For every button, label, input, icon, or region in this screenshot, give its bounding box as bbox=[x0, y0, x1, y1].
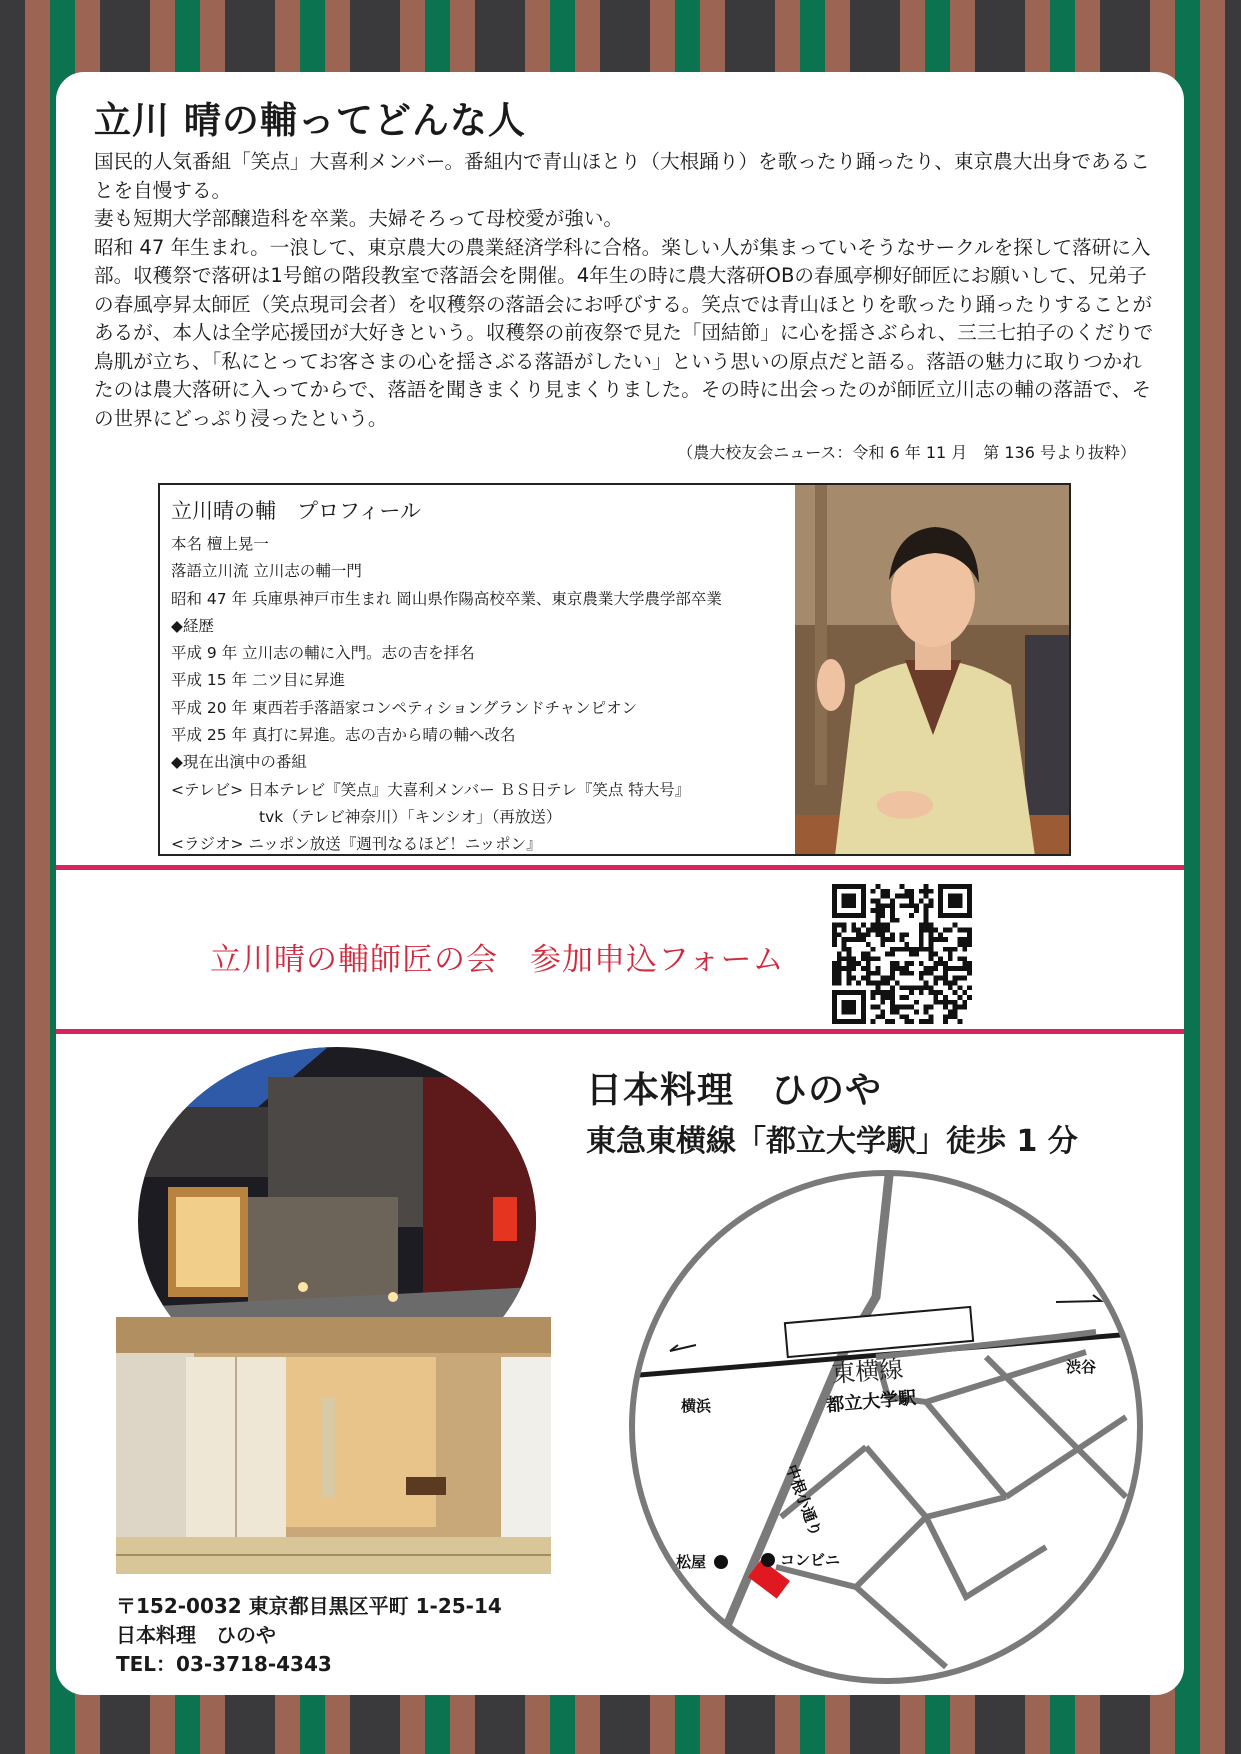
profile-title: 立川晴の輔 プロフィール bbox=[171, 499, 421, 523]
map-landmark-right: コンビニ bbox=[780, 1552, 841, 1569]
phone-number[interactable]: TEL：03-3718-4343 bbox=[116, 1652, 332, 1676]
map-street-label: 中根小通り bbox=[782, 1462, 824, 1539]
address-block bbox=[116, 1592, 502, 1679]
address-line: 〒152-0032 東京都目黒区平町 1-25-14 bbox=[116, 1594, 502, 1618]
profile-line: 昭和 47 年 兵庫県神戸市生まれ 岡山県作陽高校卒業、東京農業大学農学部卒業 bbox=[171, 589, 722, 608]
qr-code-icon[interactable] bbox=[832, 884, 972, 1024]
source-citation: （農大校友会ニュース：令和 6 年 11 月 第 136 号より抜粋） bbox=[677, 443, 1136, 462]
map-west-label: 横浜 bbox=[681, 1398, 712, 1415]
profile-line: 平成 25 年 真打に昇進。志の吉から晴の輔へ改名 bbox=[171, 726, 516, 745]
profile-line: 平成 20 年 東西若手落語家コンペティショングランドチャンピオン bbox=[171, 698, 638, 717]
venue-access: 東急東横線「都立大学駅」徒歩 1 分 bbox=[586, 1124, 1078, 1159]
map-line-label: 東横線 bbox=[830, 1356, 905, 1389]
intro-paragraph: 妻も短期大学部醸造科を卒業。夫婦そろって母校愛が強い。 bbox=[94, 207, 624, 230]
profile-line: tvk（テレビ神奈川）「キンシオ」（再放送） bbox=[259, 807, 562, 826]
profile-line: 平成 9 年 立川志の輔に入門。志の吉を拝名 bbox=[171, 644, 475, 663]
map-landmark-left: 松屋 bbox=[676, 1554, 707, 1571]
map-station-label: 都立大学駅 bbox=[825, 1387, 917, 1416]
profile-line: 落語立川流 立川志の輔一門 bbox=[171, 562, 362, 581]
intro-paragraph: 昭和 47 年生まれ。一浪して、東京農大の農業経済学科に合格。楽しい人が集まっていそうなサークルを探して落研に入部。収穫祭で落研は1号館の階段教室で落語会を開催。4年生の時に農大落研OBの春風亭柳好師匠にお願いして、兄弟子の春風亭昇太師匠（笑点現司会者）を収穫祭の落語会にお呼びする。笑点では青山ほとりを歌ったり踊ったりすることがあるが、本人は全学応援団が大好きという。収穫祭の前夜祭で見た「団結節」に心を揺さぶられ、三三七拍子のくだりで鳥肌が立ち、「私にとってお客さまの心を揺さぶる落語がしたい」という思いの原点だと語る。落語の魅力に取りつかれたのは農大落研に入ってからで、落語を聞きまくり見まくりました。その時に出会ったのが師匠立川志の輔の落語で、その世界にどっぷり浸ったという。 bbox=[94, 235, 1154, 430]
flyer-sheet bbox=[56, 72, 1184, 1695]
divider-top bbox=[56, 865, 1184, 870]
map-east-label: 渋谷 bbox=[1066, 1359, 1097, 1376]
profile-line: 平成 15 年 二ツ目に昇進 bbox=[171, 671, 346, 690]
profile-line: <テレビ> 日本テレビ『笑点』大喜利メンバー ＢＳ日テレ『笑点 特大号』 bbox=[171, 780, 691, 799]
divider-bottom bbox=[56, 1029, 1184, 1034]
profile-line: <ラジオ> ニッポン放送『週刊なるほど！ニッポン』 bbox=[171, 835, 542, 854]
intro-paragraph: 国民的人気番組「笑点」大喜利メンバー。番組内で青山ほとり（大根踊り）を歌ったり踊ったり、東京農大出身であることを自慢する。 bbox=[94, 150, 1150, 202]
profile-line: 本名 檀上晃一 bbox=[171, 535, 269, 553]
access-map bbox=[626, 1167, 1146, 1687]
intro-text bbox=[94, 148, 1154, 433]
profile-heading-programs: ◆現在出演中の番組 bbox=[171, 753, 307, 772]
portrait-photo bbox=[795, 485, 1071, 856]
venue-name-line: 日本料理 ひのや bbox=[116, 1623, 276, 1647]
venue-title: 日本料理 ひのや bbox=[586, 1070, 883, 1111]
form-label: 立川晴の輔師匠の会 参加申込フォーム bbox=[210, 942, 785, 978]
profile-text bbox=[171, 495, 771, 856]
page-title: 立川 晴の輔ってどんな人 bbox=[94, 99, 526, 142]
tatami-room-photo bbox=[116, 1317, 551, 1574]
profile-heading-career: ◆経歴 bbox=[171, 616, 214, 635]
profile-box bbox=[158, 483, 1071, 856]
